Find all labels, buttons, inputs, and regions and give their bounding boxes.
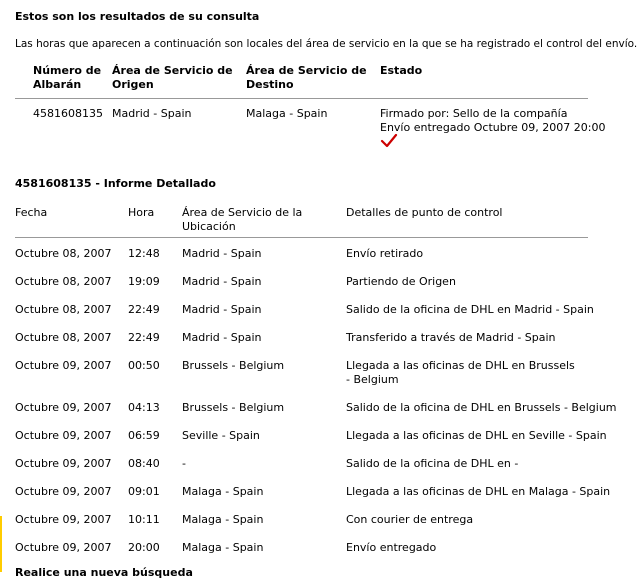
row-area: Malaga - Spain: [182, 485, 264, 498]
summary-origen: Madrid - Spain: [112, 107, 192, 120]
row-detalles: Con courier de entrega: [346, 513, 474, 526]
tracking-results-page: [15, 0, 637, 579]
row-fecha: Octubre 09, 2007: [15, 359, 112, 372]
row-area: Madrid - Spain: [182, 303, 262, 316]
row-hora: 08:40: [128, 457, 160, 470]
intro-text: Las horas que aparecen a continuación son locales del área de servicio en la que se ha registrado el control del envío.: [15, 38, 637, 50]
summary-divider: [15, 98, 588, 99]
row-fecha: Octubre 09, 2007: [15, 401, 112, 414]
summary-table: [15, 64, 606, 134]
row-fecha: Octubre 09, 2007: [15, 457, 112, 470]
row-area: Brussels - Belgium: [182, 401, 285, 414]
row-fecha: Octubre 09, 2007: [15, 429, 112, 442]
table-row: [15, 401, 617, 429]
row-detalles: Transferido a través de Madrid - Spain: [346, 331, 556, 344]
row-fecha: Octubre 08, 2007: [15, 331, 112, 344]
row-area: Madrid - Spain: [182, 331, 262, 344]
row-hora: 19:09: [128, 275, 160, 288]
row-area: -: [182, 457, 186, 470]
header-estado: Estado: [380, 64, 423, 77]
table-row: [15, 513, 588, 541]
results-heading: Estos son los resultados de su consulta: [15, 10, 260, 23]
row-hora: 10:11: [128, 513, 160, 526]
row-detalles: Llegada a las oficinas de DHL en Brussels - Belgium: [346, 359, 575, 386]
row-fecha: Octubre 08, 2007: [15, 275, 112, 288]
row-hora: 04:13: [128, 401, 160, 414]
header-area: Área de Servicio de la Ubicación: [182, 206, 303, 233]
row-detalles: Salido de la oficina de DHL en Brussels - Belgium: [346, 401, 617, 414]
row-hora: 00:50: [128, 359, 160, 372]
row-hora: 22:49: [128, 331, 160, 344]
row-area: Seville - Spain: [182, 429, 260, 442]
row-detalles: Partiendo de Origen: [346, 275, 456, 288]
row-detalles: Salido de la oficina de DHL en -: [346, 457, 519, 470]
table-row: [15, 275, 588, 303]
row-detalles: Envío retirado: [346, 247, 424, 260]
table-row: [15, 303, 594, 331]
row-area: Malaga - Spain: [182, 513, 264, 526]
header-destino: Área de Servicio de Destino: [246, 64, 367, 91]
row-fecha: Octubre 08, 2007: [15, 247, 112, 260]
table-row: [15, 247, 588, 275]
checkmark-icon: [381, 134, 397, 148]
row-detalles: Llegada a las oficinas de DHL en Seville - Spain: [346, 429, 607, 442]
row-area: Madrid - Spain: [182, 247, 262, 260]
left-accent-bar: [0, 516, 2, 572]
header-numero: Número de Albarán: [33, 64, 102, 91]
row-area: Brussels - Belgium: [182, 359, 285, 372]
summary-estado-delivered: Envío entregado Octubre 09, 2007 20:00: [380, 121, 606, 134]
row-fecha: Octubre 08, 2007: [15, 303, 112, 316]
row-hora: 09:01: [128, 485, 160, 498]
header-fecha: Fecha: [15, 206, 48, 219]
header-origen: Área de Servicio de Origen: [112, 64, 233, 91]
new-search-link[interactable]: Realice una nueva búsqueda: [15, 566, 193, 579]
detail-divider: [15, 237, 588, 238]
summary-numero: 4581608135: [33, 107, 103, 120]
row-detalles: Llegada a las oficinas de DHL en Malaga - Spain: [346, 485, 611, 498]
header-hora: Hora: [128, 206, 155, 219]
row-area: Malaga - Spain: [182, 541, 264, 554]
summary-destino: Malaga - Spain: [246, 107, 328, 120]
row-detalles: Salido de la oficina de DHL en Madrid - Spain: [346, 303, 594, 316]
row-detalles: Envío entregado: [346, 541, 437, 554]
table-row: [15, 429, 607, 457]
summary-estado-signed: Firmado por: Sello de la compañía: [380, 107, 568, 120]
row-hora: 06:59: [128, 429, 160, 442]
table-row: [15, 359, 588, 401]
row-hora: 12:48: [128, 247, 160, 260]
table-row: [15, 457, 588, 485]
table-row: [15, 485, 611, 513]
row-hora: 20:00: [128, 541, 160, 554]
row-area: Madrid - Spain: [182, 275, 262, 288]
table-row: [15, 541, 588, 569]
detail-report-title: 4581608135 - Informe Detallado: [15, 177, 216, 190]
table-row: [15, 331, 588, 359]
row-hora: 22:49: [128, 303, 160, 316]
row-fecha: Octubre 09, 2007: [15, 541, 112, 554]
header-detalles: Detalles de punto de control: [346, 206, 503, 219]
row-fecha: Octubre 09, 2007: [15, 485, 112, 498]
row-fecha: Octubre 09, 2007: [15, 513, 112, 526]
